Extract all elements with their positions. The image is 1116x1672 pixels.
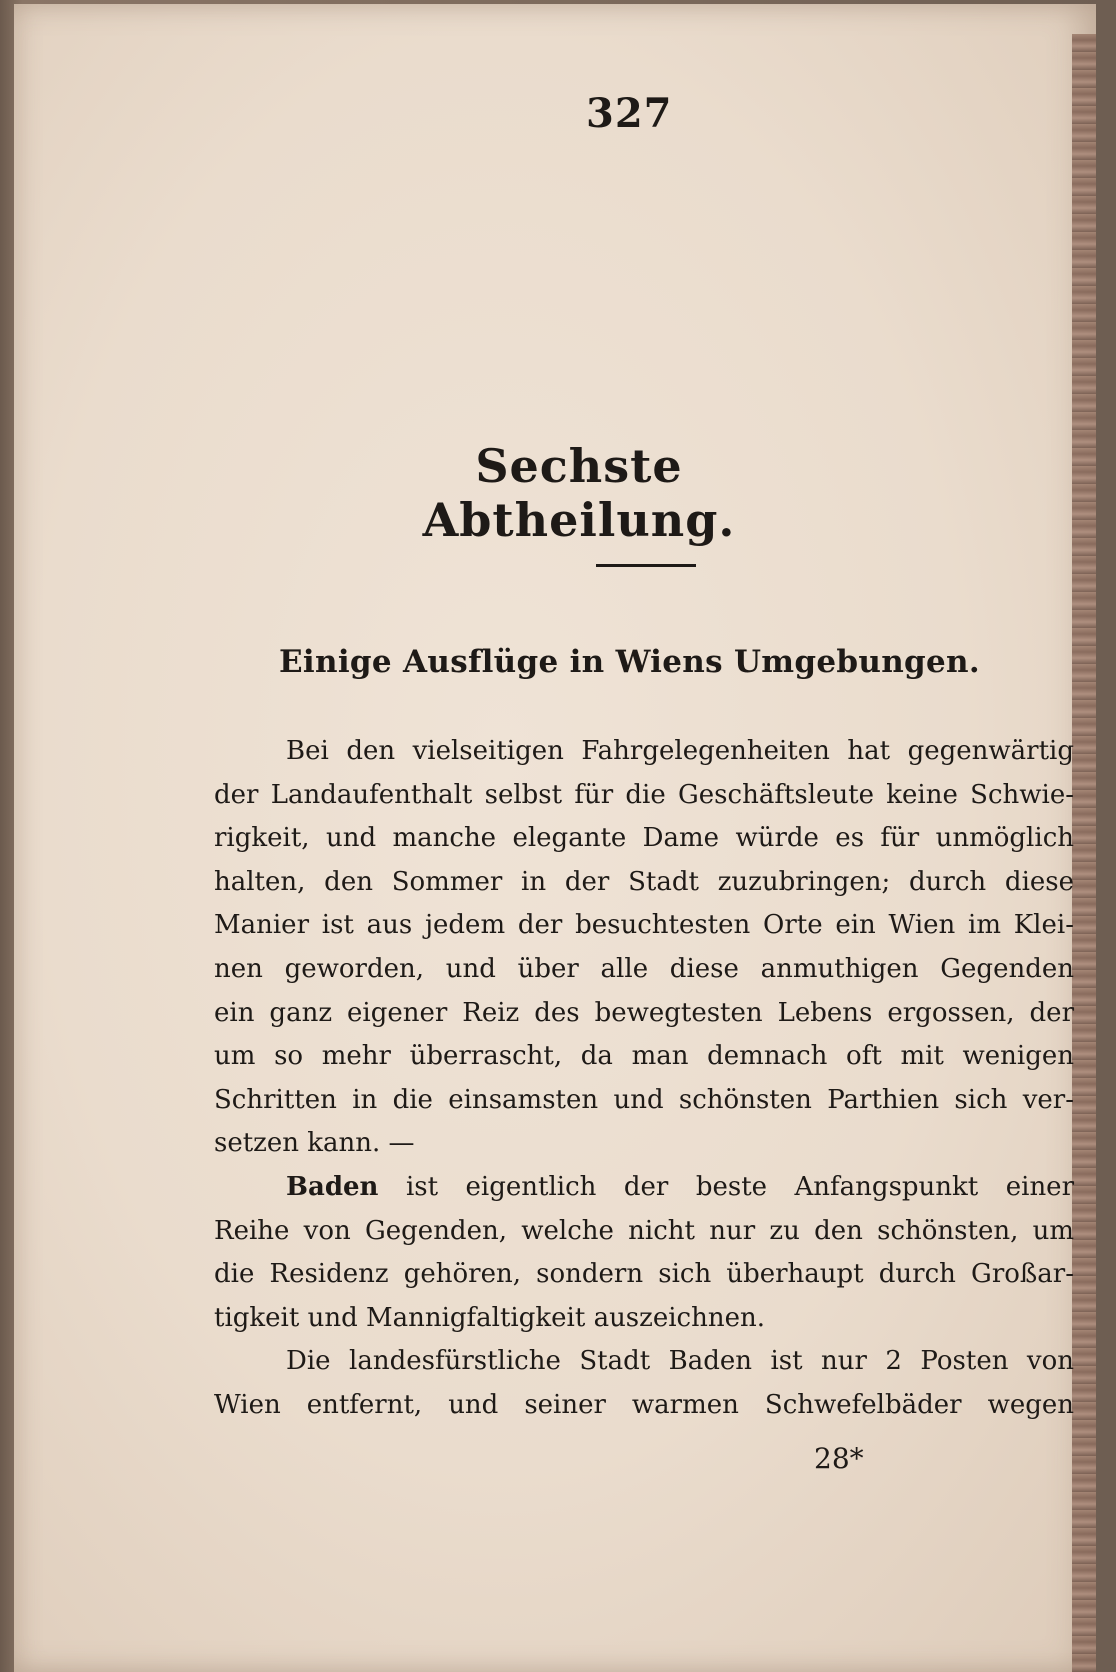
paragraph-2-line-1 <box>214 1166 1074 1210</box>
paragraph-2-line-3: die Residenz gehören, sondern sich überhaupt durch Großar- <box>214 1259 1074 1290</box>
paragraph-1-line-9: Schritten in die einsamsten und schönsten Parthien sich ver- <box>214 1084 1074 1115</box>
paragraph-1-line-3: rigkeit, und manche elegante Dame würde es für unmöglich <box>214 823 1074 854</box>
paragraph-2-line-1-rest: ist eigentlich der beste Anfangspunkt einer <box>378 1171 1074 1202</box>
paragraph-1-line-7: ein ganz eigener Reiz des bewegtesten Lebens ergossen, der <box>214 997 1074 1028</box>
signature-mark: 28* <box>814 1442 864 1475</box>
page-sheet <box>14 4 1096 1672</box>
baden-emphasis: Baden <box>286 1171 379 1202</box>
paragraph-1-line-2: der Landaufenthalt selbst für die Geschäftsleute keine Schwie- <box>214 779 1074 810</box>
paragraph-1-line-5: Manier ist aus jedem der besuchtesten Orte ein Wien im Klei- <box>214 910 1074 941</box>
paragraph-2-line-4: tigkeit und Mannigfaltigkeit auszeichnen. <box>214 1302 766 1333</box>
paragraph-1-line-6: nen geworden, und über alle diese anmuthigen Gegenden <box>214 953 1074 984</box>
paragraph-2-line-2: Reihe von Gegenden, welche nicht nur zu den schönsten, um <box>214 1215 1074 1246</box>
paragraph-1-line-4: halten, den Sommer in der Stadt zuzubringen; durch diese <box>214 866 1074 897</box>
page-number: 327 <box>586 90 673 137</box>
paragraph-1-line-1: Bei den vielseitigen Fahrgelegenheiten hat gegenwärtig <box>286 736 1074 766</box>
paragraph-1-line-10: setzen kann. — <box>214 1128 415 1159</box>
paragraph-1-line-8: um so mehr überrascht, da man demnach oft mit wenigen <box>214 1041 1074 1072</box>
page-edge <box>1072 34 1096 1672</box>
body-text <box>214 730 1074 1428</box>
chapter-title: Einige Ausflüge in Wiens Umgebungen. <box>279 644 980 680</box>
title-divider <box>596 564 696 567</box>
paragraph-3-line-1: Die landesfürstliche Stadt Baden ist nur 2 Posten von <box>286 1346 1074 1377</box>
section-title: Sechste Abtheilung. <box>422 439 736 547</box>
paragraph-3-line-2: Wien entfernt, und seiner warmen Schwefelbäder wegen <box>214 1389 1074 1420</box>
